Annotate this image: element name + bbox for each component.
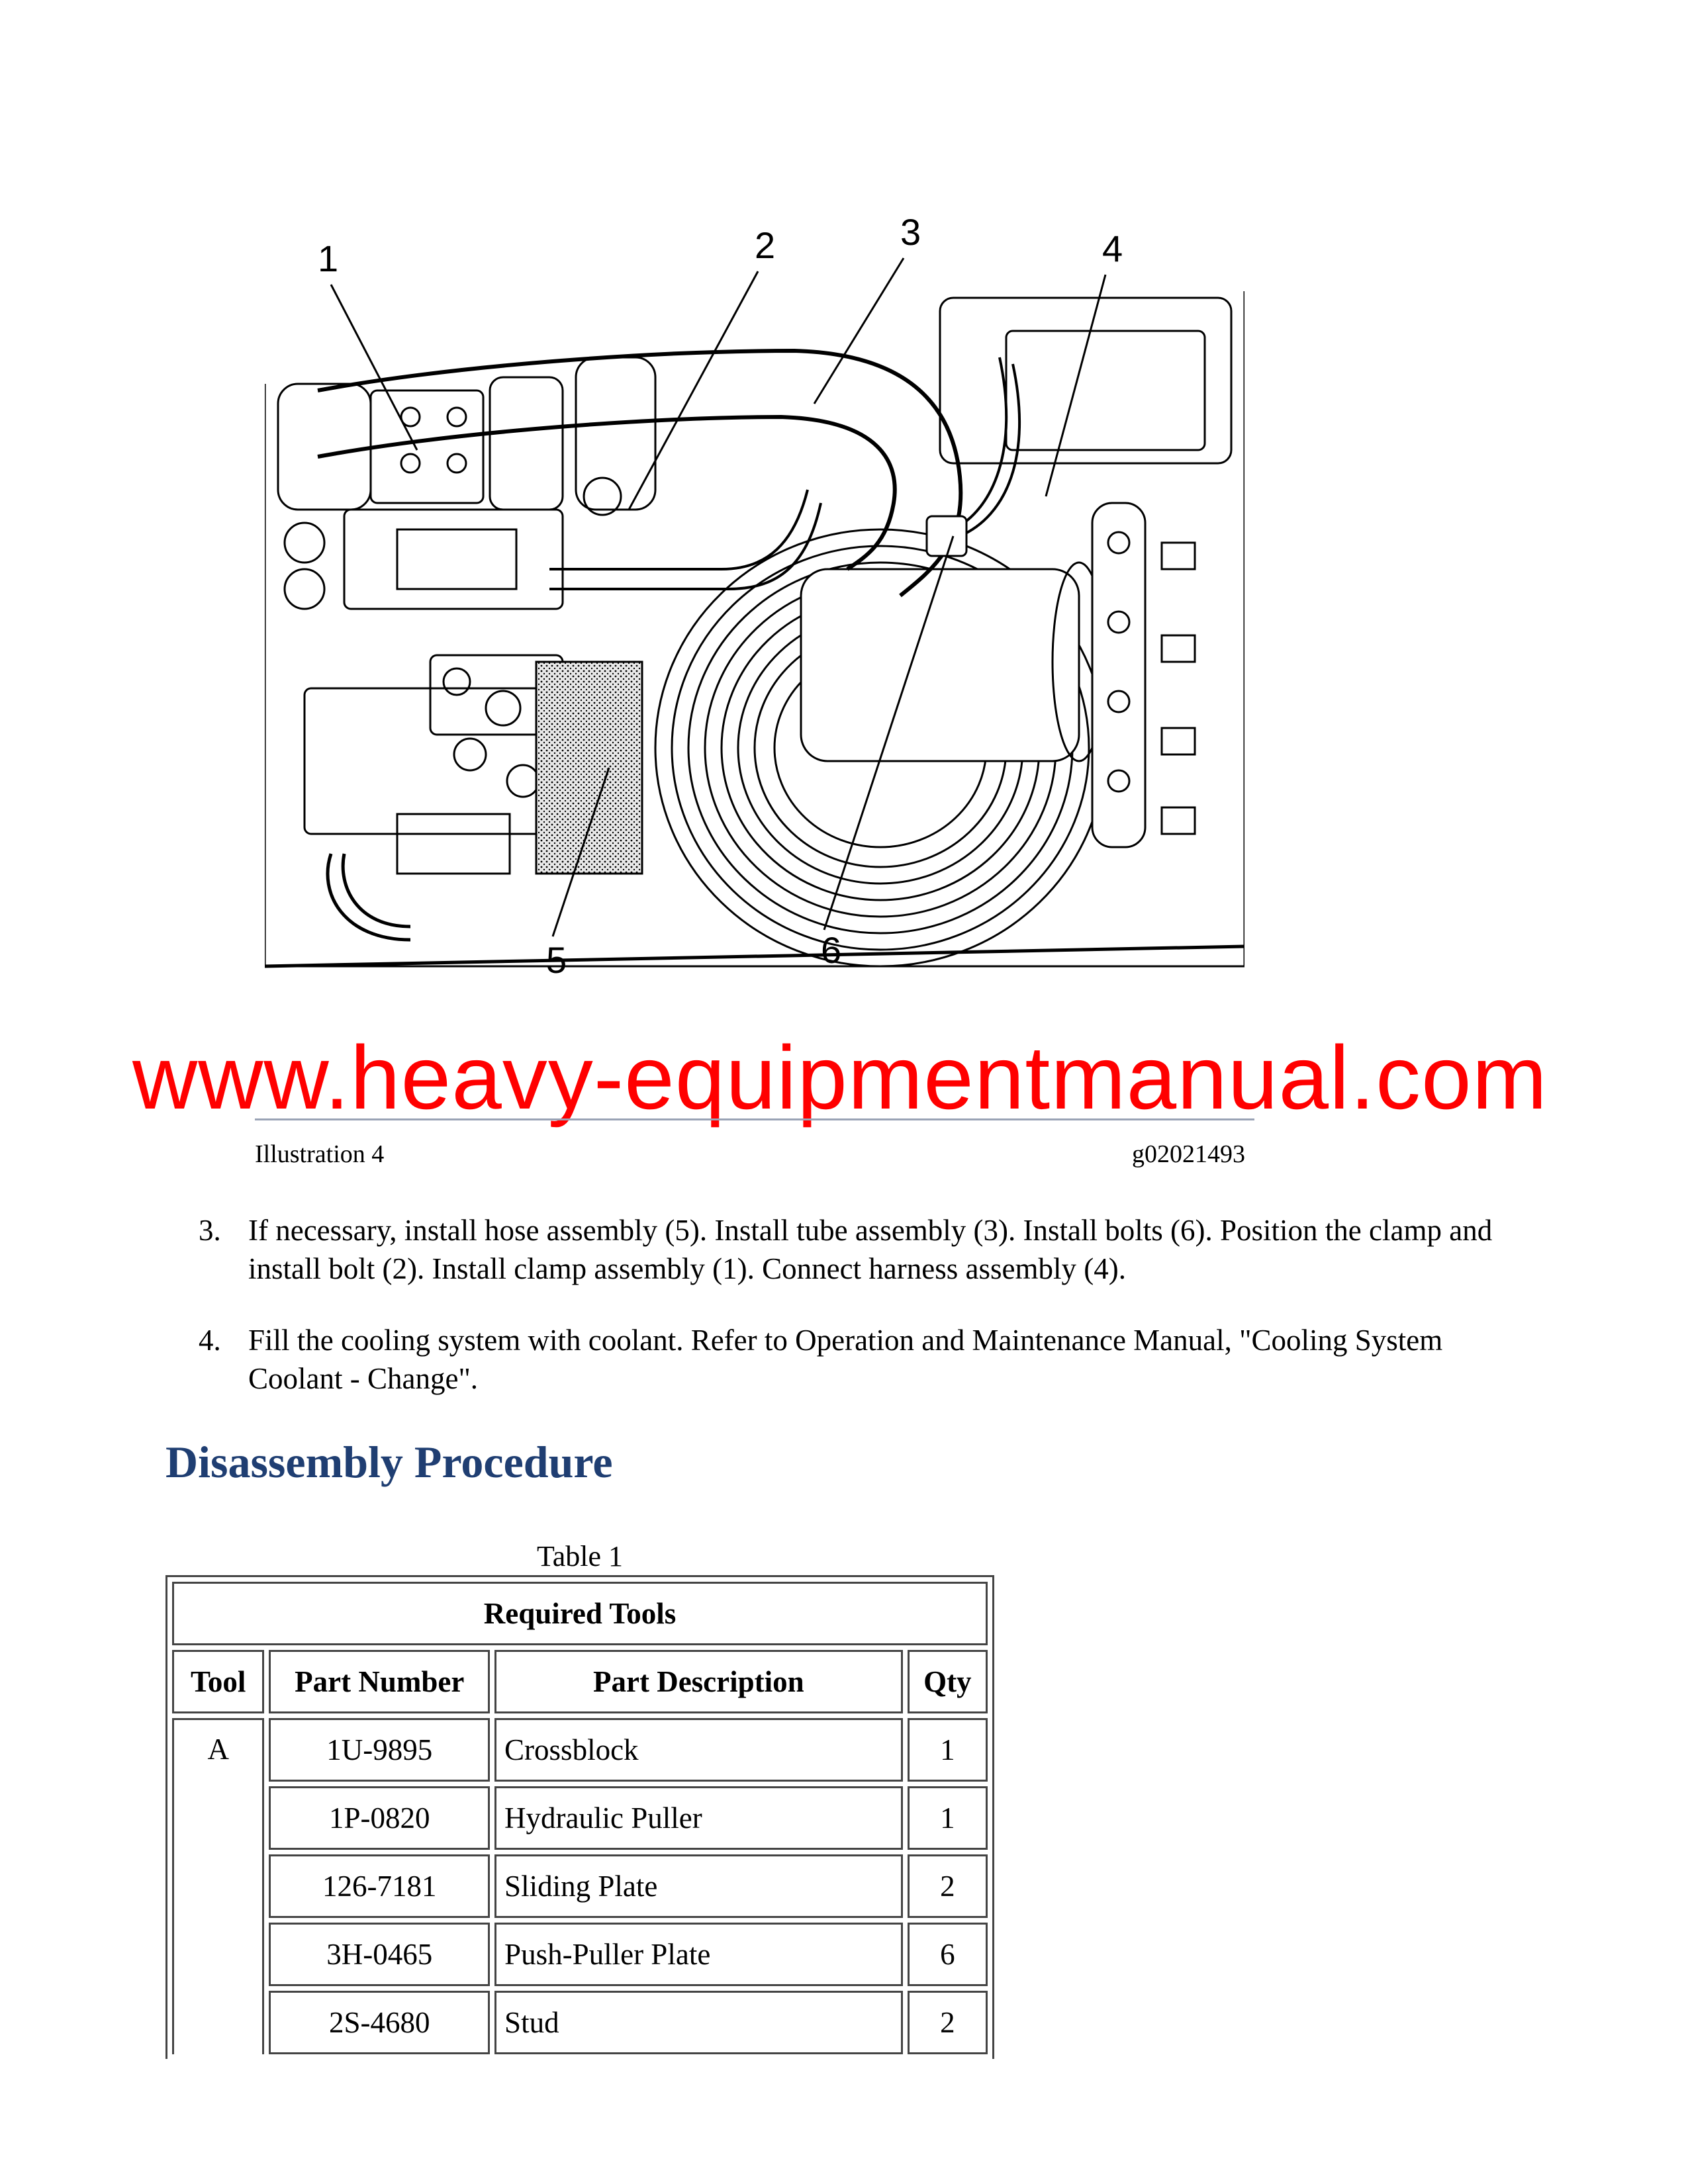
part-number: 3H-0465 [269,1923,490,1986]
part-qty: 1 [908,1718,988,1782]
step-item [199,1211,1523,1288]
part-qty: 1 [908,1786,988,1850]
section-title: Disassembly Procedure [165,1437,613,1487]
part-description: Sliding Plate [494,1854,903,1918]
table-caption: Table 1 [536,1540,624,1572]
table-row [172,1854,988,1918]
part-qty: 2 [908,1854,988,1918]
header-tool: Tool [172,1650,264,1713]
step-text: Fill the cooling system with coolant. Refer to Operation and Maintenance Manual, "Cooling System Coolant - Change". [248,1324,1443,1395]
table-row [172,1786,988,1850]
part-description: Stud [494,1991,903,2054]
watermark-url: www.heavy-equipmentmanual.com [132,1027,1548,1128]
caption-divider [255,1118,1254,1120]
part-number: 126-7181 [269,1854,490,1918]
callout-1: 1 [318,238,339,279]
clamp-assembly [278,357,655,510]
table-row [172,1923,988,1986]
illustration-label: Illustration 4 [255,1140,385,1168]
table-title-row [172,1582,988,1645]
step-number: 3. [199,1214,221,1247]
callout-3: 3 [900,211,921,253]
part-description: Hydraulic Puller [494,1786,903,1850]
engine-line-drawing [265,199,1244,1026]
header-qty: Qty [908,1650,988,1713]
step-number: 4. [199,1324,221,1357]
step-text: If necessary, install hose assembly (5). Install tube assembly (3). Install bolts (6). Position the clamp and install bolt (2). Install clamp assembly (1). Connect harness assembly (4). [248,1214,1493,1285]
tool-letter: A [172,1718,264,2054]
engine-illustration [265,199,1244,1026]
part-description: Crossblock [494,1718,903,1782]
table-title: Required Tools [172,1582,988,1645]
header-part-description: Part Description [494,1650,903,1713]
table-row [172,1718,988,1782]
flange [1092,503,1195,847]
callout-2: 2 [755,224,776,266]
procedure-steps [199,1211,1523,1431]
part-qty: 6 [908,1923,988,1986]
callout-6: 6 [821,929,842,971]
step-item [199,1321,1523,1398]
part-description: Push-Puller Plate [494,1923,903,1986]
part-number: 1U-9895 [269,1718,490,1782]
required-tools-table [165,1575,994,2059]
part-number: 2S-4680 [269,1991,490,2054]
part-number: 1P-0820 [269,1786,490,1850]
callout-4: 4 [1102,228,1123,269]
part-qty: 2 [908,1991,988,2054]
valve-block [305,655,563,874]
header-part-number: Part Number [269,1650,490,1713]
table-row [172,1991,988,2054]
illustration-code: g02021493 [1132,1140,1245,1168]
callout-5: 5 [546,939,567,981]
table-header-row [172,1650,988,1713]
